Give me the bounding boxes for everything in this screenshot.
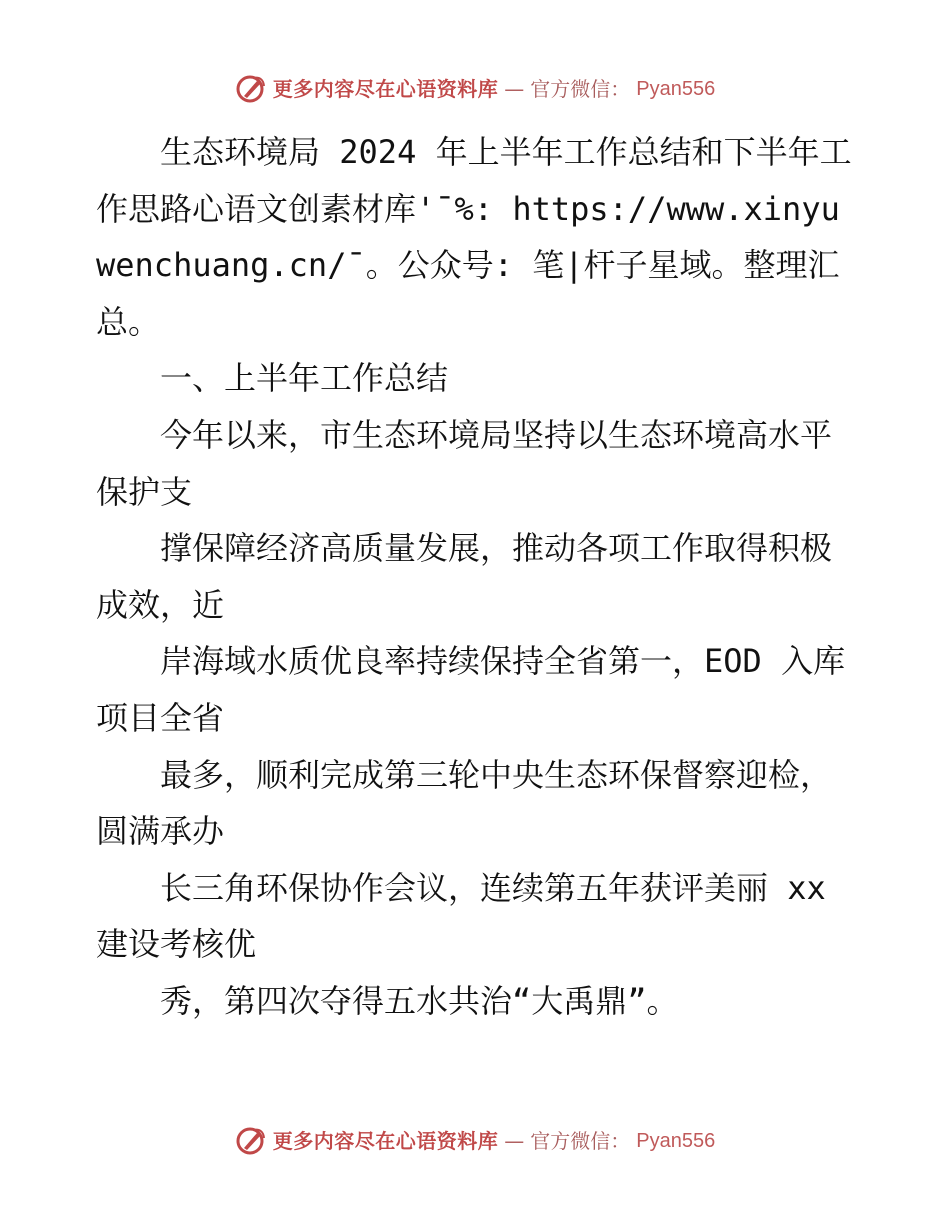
footer-banner bbox=[0, 1126, 950, 1156]
footer-dash: — bbox=[504, 1129, 525, 1153]
section-heading: 一、上半年工作总结 bbox=[160, 359, 449, 398]
pen-nib-logo-icon bbox=[235, 1126, 267, 1156]
footer-wechat-handle: Pyan556 bbox=[636, 1130, 716, 1152]
body-paragraph: 撑保障经济高质量发展，推动各项工作取得积极成效，近 bbox=[96, 529, 833, 624]
document-body bbox=[96, 124, 856, 1030]
footer-wechat-label: 官方微信： bbox=[530, 1129, 631, 1153]
document-title: 生态环境局 2024 年上半年工作总结和下半年工作思路心语文创素材库'¯%: https://www.xinyuwenchuang.cn/¯。公众号: 笔|杆子星域。整理汇 bbox=[96, 133, 852, 285]
header-dash: — bbox=[504, 77, 525, 101]
header-wechat-label: 官方微信： bbox=[530, 77, 631, 101]
document-title-tail: 总。 bbox=[96, 302, 161, 341]
body-paragraph: 秀，第四次夺得五水共治“大禹鼎”。 bbox=[160, 981, 679, 1020]
body-paragraph: 最多，顺利完成第三轮中央生态环保督察迎检，圆满承办 bbox=[96, 755, 833, 851]
body-paragraph: 今年以来，市生态环境局坚持以生态环境高水平保护支 bbox=[96, 415, 833, 511]
pen-nib-logo-icon bbox=[235, 74, 267, 104]
body-paragraph: 长三角环保协作会议，连续第五年获评美丽 xx 建设考核优 bbox=[96, 868, 826, 964]
header-banner bbox=[0, 74, 950, 104]
footer-brand-text: 更多内容尽在心语资料库 bbox=[272, 1129, 499, 1153]
header-brand-text: 更多内容尽在心语资料库 bbox=[272, 77, 499, 101]
header-wechat-handle: Pyan556 bbox=[636, 78, 716, 100]
body-paragraph: 岸海域水质优良率持续保持全省第一，EOD 入库项目全省 bbox=[96, 642, 846, 737]
